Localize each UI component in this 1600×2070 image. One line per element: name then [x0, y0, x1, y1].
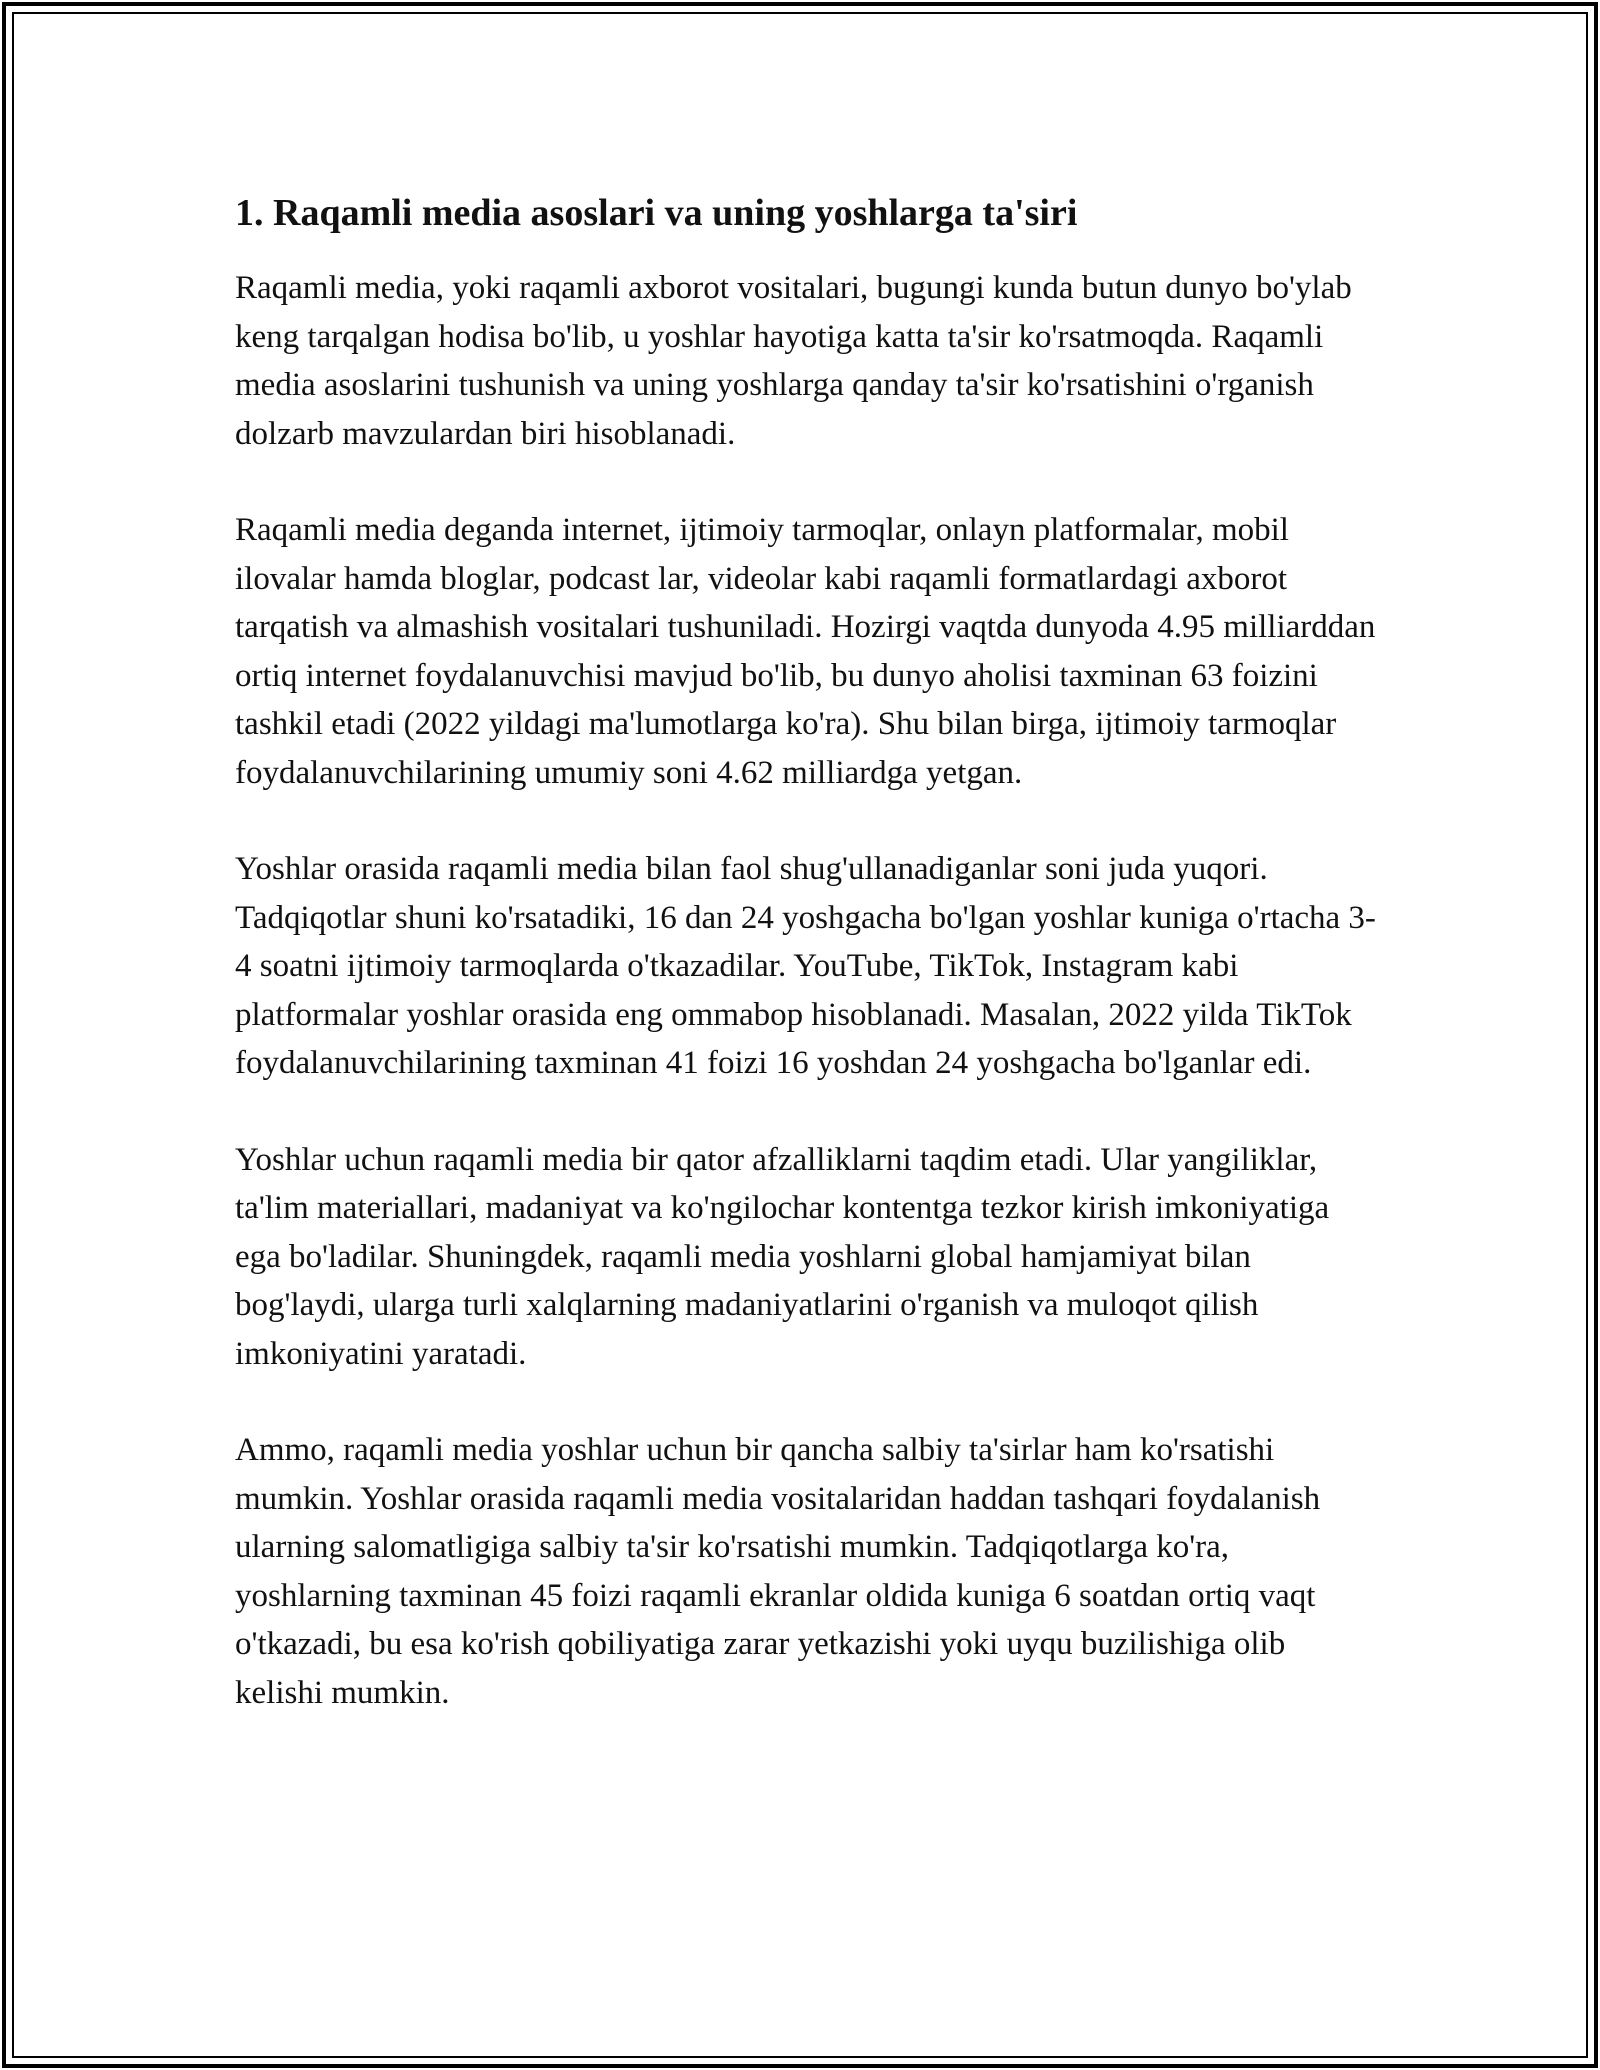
paragraph-4: Yoshlar uchun raqamli media bir qator afzalliklarni taqdim etadi. Ular yangiliklar, ta'lim materiallari, madaniyat va ko'ngilochar kontentga tezkor kirish imkoniyatiga ega bo'ladilar. Shuningdek, raqamli media yoshlarni global hamjamiyat bilan bog'laydi, ularga turli xalqlarning madaniyatlarini o'rganish va muloqot qilish imkoniyatini yaratadi. — [235, 1141, 1330, 1372]
document-body — [235, 188, 1380, 1765]
paragraph-2: Raqamli media deganda internet, ijtimoiy tarmoqlar, onlayn platformalar, mobil ilovalar hamda bloglar, podcast lar, videolar kabi raqamli formatlardagi axborot tarqatish va almashish vositalari tushuniladi. Hozirgi vaqtda dunyoda 4.95 milliarddan ortiq internet foydalanuvchisi mavjud bo'lib, bu dunyo aholisi taxminan 63 foizini tashkil etadi (2022 yildagi ma'lumotlarga ko'ra). Shu bilan birga, ijtimoiy tarmoqlar foydalanuvchilarining umumiy soni 4.62 milliardga yetgan. — [235, 512, 1376, 791]
section-title: 1. Raqamli media asoslari va uning yoshlarga ta'siri — [235, 192, 1078, 234]
paragraph-3: Yoshlar orasida raqamli media bilan faol shug'ullanadiganlar soni juda yuqori. Tadqiqotlar shuni ko'rsatadiki, 16 dan 24 yoshgacha bo'lgan yoshlar kuniga o'rtacha 3-4 soatni ijtimoiy tarmoqlarda o'tkazadilar. YouTube, TikTok, Instagram kabi platformalar yoshlar orasida eng ommabop hisoblanadi. Masalan, 2022 yilda TikTok foydalanuvchilarining taxminan 41 foizi 16 yoshdan 24 yoshgacha bo'lganlar edi. — [235, 851, 1376, 1081]
paragraph-1: Raqamli media, yoki raqamli axborot vositalari, bugungi kunda butun dunyo bo'ylab keng tarqalgan hodisa bo'lib, u yoshlar hayotiga katta ta'sir ko'rsatmoqda. Raqamli media asoslarini tushunish va uning yoshlarga qanday ta'sir ko'rsatishini o'rganish dolzarb mavzulardan biri hisoblanadi. — [235, 270, 1352, 452]
paragraph-5: Ammo, raqamli media yoshlar uchun bir qancha salbiy ta'sirlar ham ko'rsatishi mumkin. Yoshlar orasida raqamli media vositalaridan haddan tashqari foydalanish ularning salomatligiga salbiy ta'sir ko'rsatishi mumkin. Tadqiqotlarga ko'ra, yoshlarning taxminan 45 foizi raqamli ekranlar oldida kuniga 6 soatdan ortiq vaqt o'tkazadi, bu esa ko'rish qobiliyatiga zarar yetkazishi yoki uyqu buzilishiga olib kelishi mumkin. — [235, 1432, 1321, 1711]
